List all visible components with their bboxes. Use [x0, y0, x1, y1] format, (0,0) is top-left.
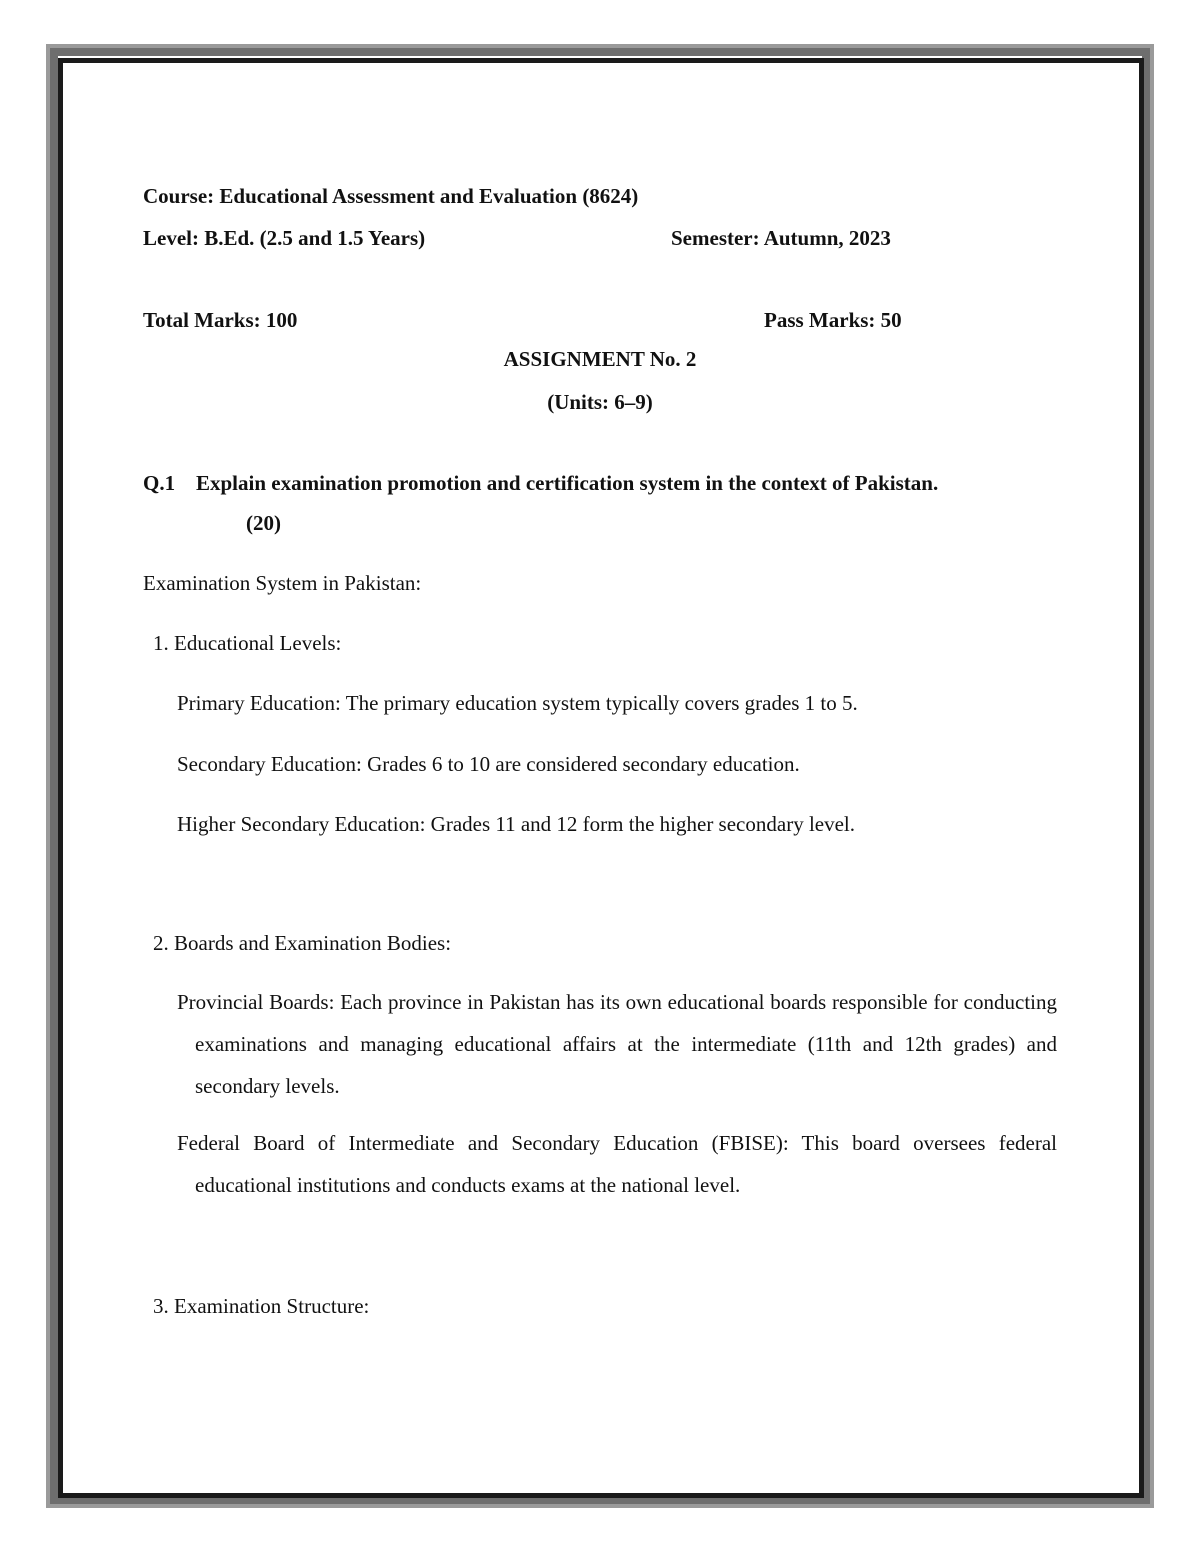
list-item: Federal Board of Intermediate and Secondary Education (FBISE): This board oversees federal educational institutions and conducts exams at the national level.	[177, 1131, 1057, 1197]
question-text: Explain examination promotion and certification system in the context of Pakistan.	[196, 471, 939, 495]
list-item: Secondary Education: Grades 6 to 10 are considered secondary education.	[177, 752, 800, 776]
section-heading-1: 1. Educational Levels:	[153, 631, 342, 655]
semester-line: Semester: Autumn, 2023	[671, 226, 891, 250]
total-marks: Total Marks: 100	[143, 308, 298, 332]
pass-marks: Pass Marks: 50	[764, 308, 902, 332]
course-line: Course: Educational Assessment and Evaluation (8624)	[143, 184, 639, 208]
question-marks: (20)	[246, 511, 281, 535]
level-line: Level: B.Ed. (2.5 and 1.5 Years)	[143, 226, 426, 250]
question-number: Q.1	[143, 471, 176, 495]
units-line: (Units: 6–9)	[547, 390, 653, 414]
assignment-title: ASSIGNMENT No. 2	[503, 347, 697, 371]
list-item-paragraph	[177, 1122, 1057, 1206]
section-heading-3: 3. Examination Structure:	[153, 1294, 370, 1318]
list-item-paragraph	[177, 981, 1057, 1107]
list-item: Provincial Boards: Each province in Pakistan has its own educational boards responsible for conducting examinations and managing educational affairs at the intermediate (11th and 12th grades) and secondary levels.	[177, 990, 1057, 1098]
section-intro: Examination System in Pakistan:	[143, 571, 422, 595]
list-item: Higher Secondary Education: Grades 11 and 12 form the higher secondary level.	[177, 812, 855, 836]
page-border-inner	[58, 58, 1144, 1498]
section-heading-2: 2. Boards and Examination Bodies:	[153, 931, 452, 955]
list-item: Primary Education: The primary education system typically covers grades 1 to 5.	[177, 691, 858, 715]
